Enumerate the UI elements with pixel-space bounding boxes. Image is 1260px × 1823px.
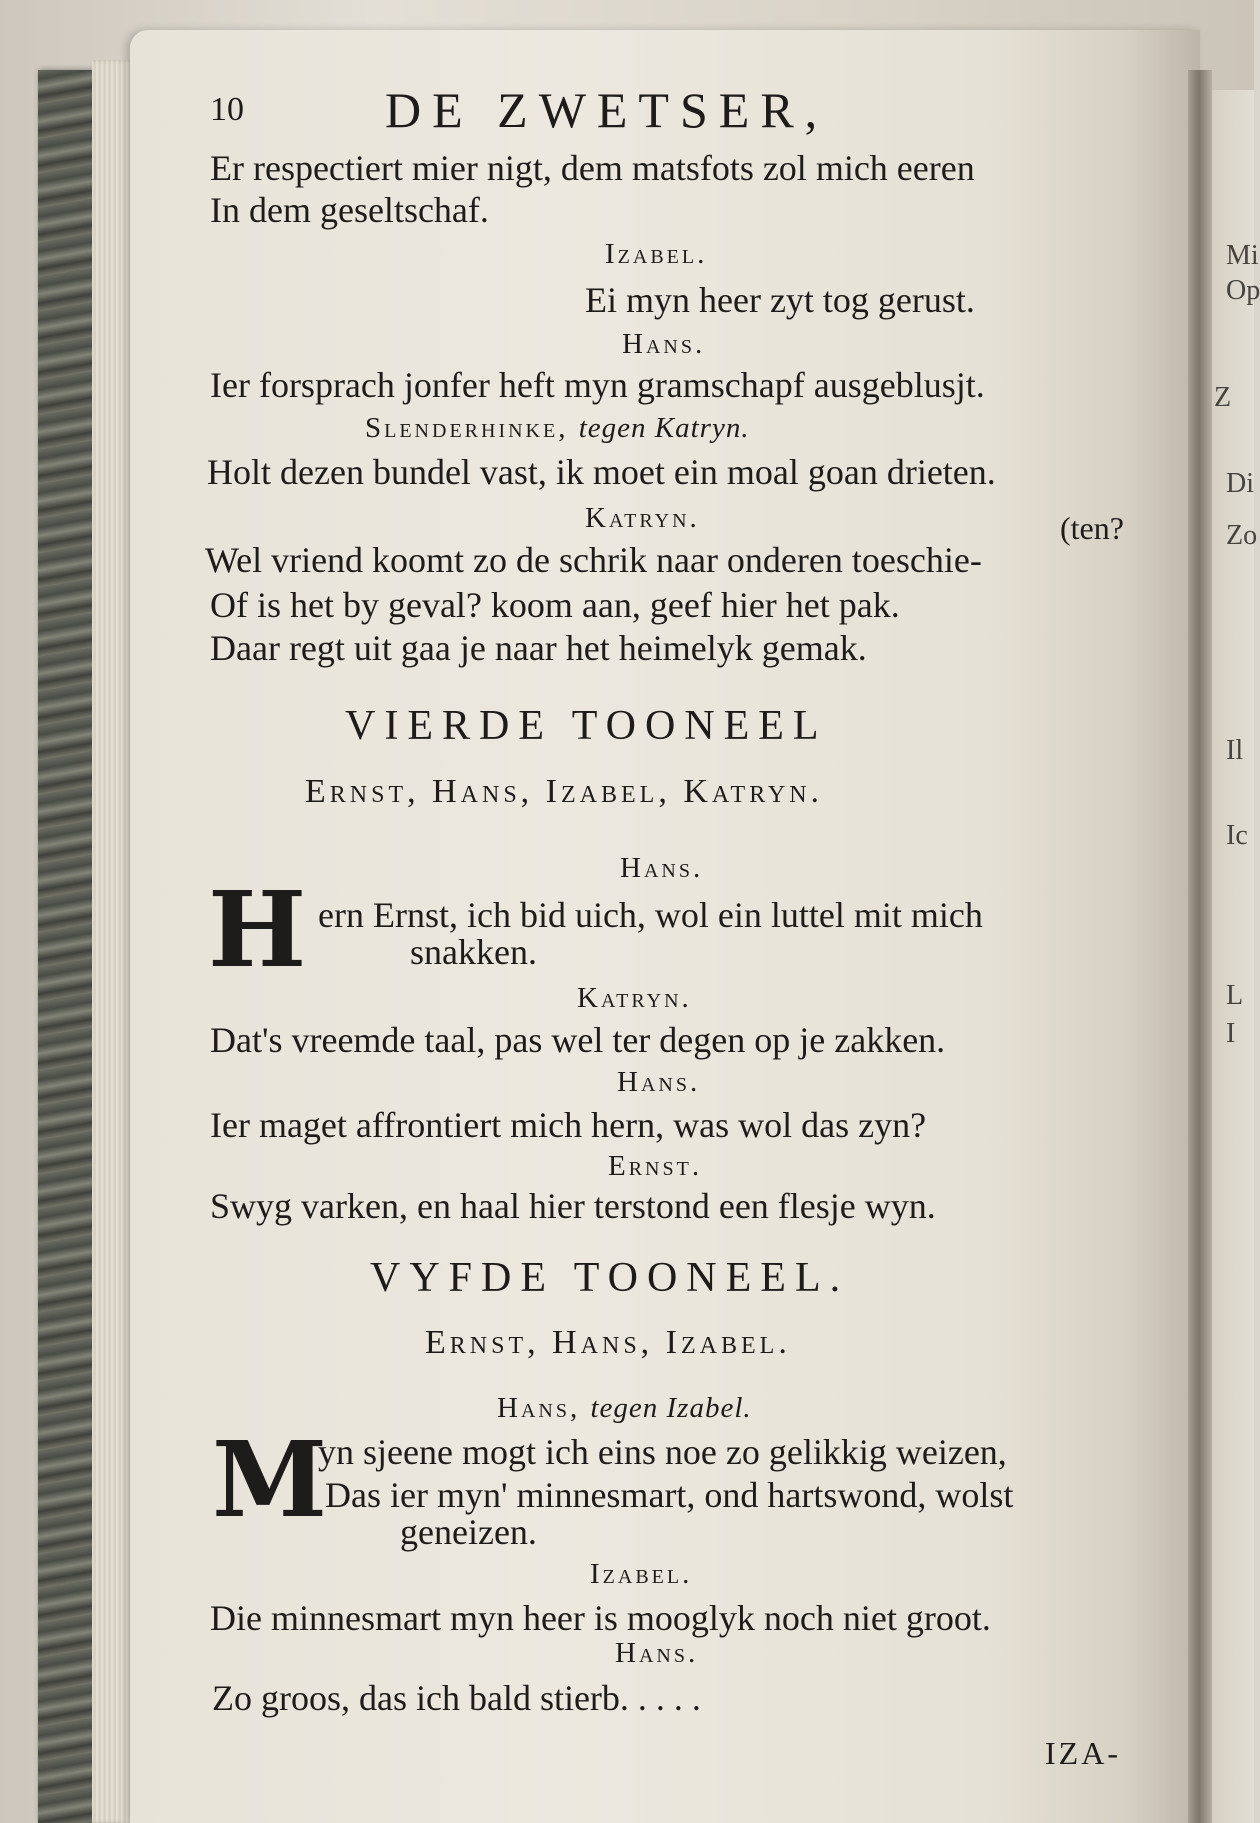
speaker-label xyxy=(365,412,750,444)
speaker-label: Izabel. xyxy=(590,1558,693,1590)
cast-list: Ernst, Hans, Izabel, Katryn. xyxy=(305,773,824,810)
speaker-label: Hans. xyxy=(615,1637,699,1669)
facing-page-fragment: Op xyxy=(1226,275,1260,306)
facing-page-fragment: Z xyxy=(1214,382,1232,413)
cast-list: Ernst, Hans, Izabel. xyxy=(425,1324,791,1361)
verse-line: Dat's vreemde taal, pas wel ter degen op je zakken. xyxy=(210,1020,946,1060)
facing-page-fragment: Ic xyxy=(1226,820,1248,851)
facing-page-fragment: Mi xyxy=(1226,240,1259,271)
facing-page-fragment: Di xyxy=(1226,468,1254,499)
speaker-name: Slenderhinke, xyxy=(365,412,569,444)
drop-cap: M xyxy=(212,1418,328,1541)
speaker-label: Hans. xyxy=(622,328,706,360)
verse-line: snakken. xyxy=(410,932,537,972)
facing-page-fragment: Zo xyxy=(1226,520,1258,551)
turnover-word: (ten? xyxy=(1060,510,1124,546)
drop-cap: H xyxy=(208,868,307,991)
verse-line: Ei myn heer zyt tog gerust. xyxy=(585,280,975,320)
stage-direction: tegen Izabel. xyxy=(590,1392,752,1424)
verse-line: Holt dezen bundel vast, ik moet ein moal goan drieten. xyxy=(207,452,996,492)
page-number: 10 xyxy=(210,91,244,128)
stage-direction: tegen Katryn. xyxy=(578,412,750,444)
verse-line: Ier forsprach jonfer heft myn gramschapf ausgeblusjt. xyxy=(210,365,985,405)
verse-line: Er respectiert mier nigt, dem matsfots zol mich eeren xyxy=(210,148,975,188)
speaker-label: Hans. xyxy=(620,852,704,884)
speaker-label: Izabel. xyxy=(605,238,708,270)
speaker-name: Hans, xyxy=(497,1392,581,1424)
verse-line: Das ier myn' minnesmart, ond hartswond, wolst xyxy=(325,1475,1014,1515)
verse-line: geneizen. xyxy=(400,1512,537,1552)
verse-line: Swyg varken, en haal hier terstond een flesje wyn. xyxy=(210,1186,936,1226)
verse-line: Ier maget affrontiert mich hern, was wol das zyn? xyxy=(210,1105,927,1145)
speaker-label: Katryn. xyxy=(577,982,692,1014)
verse-line: Zo groos, das ich bald stierb. . . . . xyxy=(212,1678,701,1718)
verse-line: Die minnesmart myn heer is mooglyk noch niet groot. xyxy=(210,1598,991,1638)
speaker-label: Ernst. xyxy=(608,1150,703,1182)
speaker-label: Katryn. xyxy=(585,502,700,534)
catchword: IZA- xyxy=(1045,1735,1121,1771)
facing-page-fragment: L xyxy=(1226,980,1244,1011)
verse-line: Of is het by geval? koom aan, geef hier het pak. xyxy=(210,585,900,625)
verse-line: Daar regt uit gaa je naar het heimelyk gemak. xyxy=(210,628,867,668)
scene-heading: VIERDE TOONEEL xyxy=(345,703,828,749)
running-title: DE ZWETSER, xyxy=(385,82,829,138)
scene-heading: VYFDE TOONEEL. xyxy=(370,1255,850,1301)
verse-line: ern Ernst, ich bid uich, wol ein luttel mit mich xyxy=(318,895,983,935)
facing-page-fragment: I xyxy=(1226,1018,1236,1049)
facing-page-fragment: Il xyxy=(1226,735,1244,766)
speaker-label: Hans. xyxy=(617,1066,701,1098)
verse-line: yn sjeene mogt ich eins noe zo gelikkig weizen, xyxy=(318,1432,1007,1472)
verse-line: In dem geseltschaf. xyxy=(210,190,489,230)
verse-line: Wel vriend koomt zo de schrik naar onderen toeschie- xyxy=(205,540,982,580)
speaker-label xyxy=(497,1392,752,1424)
